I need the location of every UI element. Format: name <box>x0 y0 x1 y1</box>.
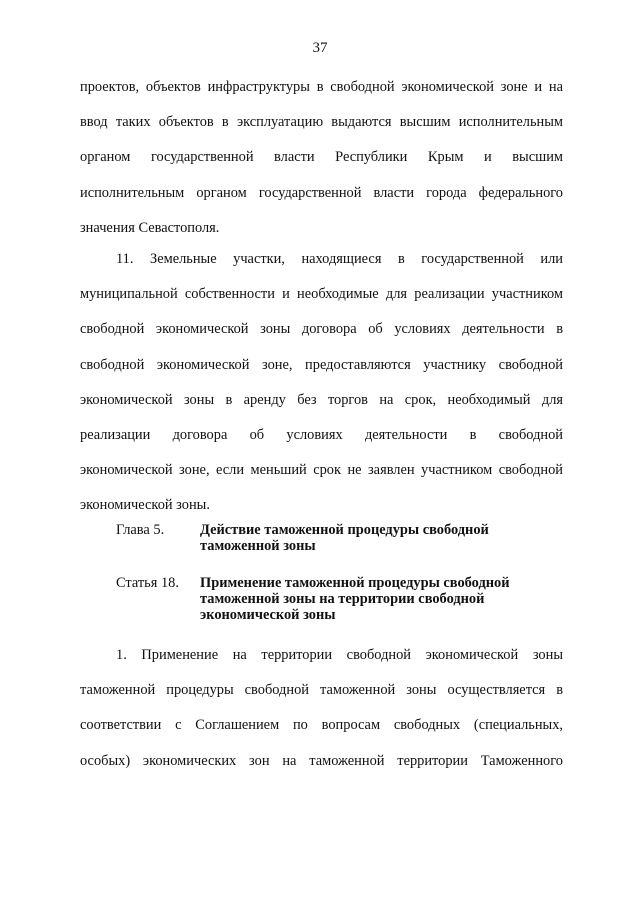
text-line: ввод таких объектов в эксплуатацию выдаются высшим исполнительным <box>80 114 563 131</box>
article-label: Статья 18. <box>116 575 179 591</box>
article-title-line: таможенной зоны на территории свободной <box>200 591 485 607</box>
page-number: 37 <box>312 40 328 56</box>
text-line: свободной экономической зоне, предоставляются участнику свободной <box>80 356 563 373</box>
text-line: экономической зоне, если меньший срок не заявлен участником свободной <box>80 462 563 479</box>
text-line: исполнительным органом государственной власти города федерального <box>80 184 563 201</box>
text-line: реализации договора об условиях деятельности в свободной <box>80 426 563 443</box>
text-line: муниципальной собственности и необходимые для реализации участником <box>80 286 563 303</box>
chapter-label: Глава 5. <box>116 522 165 538</box>
article-heading <box>116 575 566 625</box>
text-line: таможенной процедуры свободной таможенной зоны осуществляется в <box>80 682 563 699</box>
text-line: экономической зоны в аренду без торгов на срок, необходимый для <box>80 391 563 408</box>
chapter-title-line: Действие таможенной процедуры свободной <box>200 522 489 538</box>
text-line: значения Севастополя. <box>80 219 220 236</box>
text-line: 11. Земельные участки, находящиеся в государственной или <box>116 251 563 267</box>
paragraph-item-11 <box>80 250 563 532</box>
text-line: особых) экономических зон на таможенной территории Таможенного <box>80 752 563 769</box>
paragraph-continuation <box>80 78 563 254</box>
article-title-line: экономической зоны <box>200 607 336 623</box>
text-line: органом государственной власти Республики Крым и высшим <box>80 149 563 166</box>
paragraph-article-18-item-1 <box>80 646 563 787</box>
text-line: проектов, объектов инфраструктуры в свободной экономической зоне и на <box>80 79 563 95</box>
article-title <box>200 575 540 623</box>
chapter-heading <box>116 522 566 556</box>
text-line: свободной экономической зоны договора об условиях деятельности в <box>80 321 563 338</box>
text-line: соответствии с Соглашением по вопросам свободных (специальных, <box>80 717 563 734</box>
text-line: экономической зоны. <box>80 497 210 514</box>
article-title-line: Применение таможенной процедуры свободной <box>200 575 510 591</box>
chapter-title-line: таможенной зоны <box>200 538 316 554</box>
chapter-title <box>200 522 540 554</box>
text-line: 1. Применение на территории свободной экономической зоны <box>116 647 563 663</box>
